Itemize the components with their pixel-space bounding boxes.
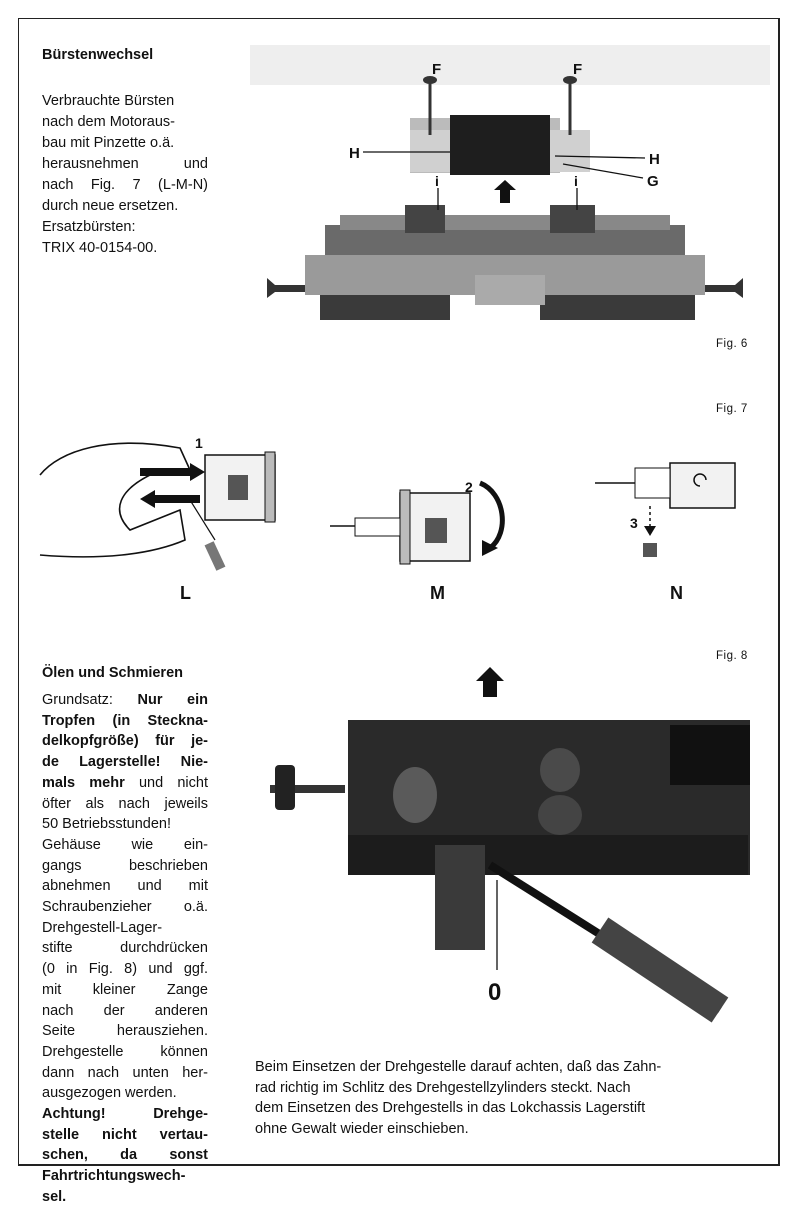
text-line: ohne Gewalt wieder einschieben.: [255, 1120, 469, 1137]
up-arrow-icon: [494, 180, 516, 203]
text-line: [42, 711, 208, 732]
text-line: Ersatzbürsten:: [42, 219, 136, 235]
text-line: TRIX 40-0154-00.: [42, 240, 158, 256]
text-line: bau mit Pinzette o.ä.: [42, 135, 175, 151]
plain-text: und nicht: [124, 774, 208, 791]
text-line: [42, 897, 208, 918]
text-line: [42, 959, 208, 980]
wheel-lower: [538, 795, 582, 835]
text-line: Beim Einsetzen der Drehgestelle darauf achten, daß das Zahn-: [255, 1059, 662, 1075]
label-i-right: i: [574, 173, 578, 189]
arrow-left-icon: [140, 490, 200, 508]
motor-end-plate: [265, 452, 275, 522]
wheel-center: [540, 748, 580, 792]
motor-outline: [670, 463, 735, 508]
text-line: [42, 1166, 208, 1187]
text-line: rad richtig im Schlitz des Drehgestellzylinders steckt. Nach: [255, 1079, 631, 1096]
plain-text: öfter als nach jeweils: [42, 795, 208, 812]
plain-text: Drehgestell-Lager-: [42, 919, 163, 936]
text-line: herausnehmen und: [42, 156, 208, 172]
fig6-illustration: [245, 40, 775, 330]
text-line: [42, 773, 208, 794]
panel-label-n: N: [670, 583, 683, 603]
plain-text: Gehäuse wie ein-: [42, 836, 208, 853]
coupler-right: [705, 278, 743, 298]
bogie-right: [540, 295, 695, 320]
plain-text: stifte durchdrücken: [42, 940, 208, 957]
lubrication-text: [42, 690, 208, 1208]
section-heading-lubrication: Ölen und Schmieren: [42, 665, 183, 681]
bold-text: mals mehr: [42, 774, 125, 791]
text-line: [42, 1125, 208, 1146]
chassis-top: [340, 215, 670, 230]
label-h-right: H: [649, 151, 660, 168]
bogie-left: [320, 295, 450, 320]
bold-text: sel.: [42, 1188, 67, 1205]
motor-socket-right: [550, 205, 595, 233]
text-line: [42, 1187, 208, 1208]
brush-holder-outline: [635, 468, 670, 498]
label-o: 0: [488, 979, 502, 1006]
motor-socket-left: [405, 205, 445, 233]
text-line: [42, 856, 208, 877]
spring-brush-icon: [205, 541, 226, 571]
text-line: nach Fig. 7 (L-M-N): [42, 177, 208, 193]
plain-text: ausgezogen werden.: [42, 1085, 177, 1102]
label-f-right: F: [573, 61, 583, 78]
plain-text: gangs beschrieben: [42, 857, 208, 874]
plain-text: mit kleiner Zange: [42, 981, 208, 998]
bold-text: stelle nicht vertau-: [42, 1126, 208, 1143]
fig7-panel-m: [330, 478, 530, 578]
screwdriver-handle: [600, 930, 720, 1010]
chassis-block: [670, 725, 750, 785]
plain-text: nach der anderen: [42, 1002, 208, 1019]
new-brush-icon: [643, 543, 657, 557]
text-line: [42, 918, 208, 939]
step-1-label: 1: [195, 435, 203, 451]
plain-text: Schraubenzieher o.ä.: [42, 899, 208, 916]
plain-text: (0 in Fig. 8) und ggf.: [42, 961, 208, 978]
text-line: [42, 1145, 208, 1166]
text-line: [42, 835, 208, 856]
text-line: [42, 1001, 208, 1022]
text-line: [42, 980, 208, 1001]
chassis-center: [475, 275, 545, 305]
fig7-caption: Fig. 7: [716, 403, 748, 415]
text-line: Verbrauchte Bürsten: [42, 93, 175, 109]
plain-text: Seite herausziehen.: [42, 1023, 208, 1040]
section-heading-brush-change: Bürstenwechsel: [42, 47, 154, 63]
coupler-left: [267, 278, 305, 298]
chassis-lower: [348, 835, 748, 875]
plain-text: Drehgestelle können: [42, 1043, 208, 1060]
text-line: nach dem Motoraus-: [42, 114, 175, 130]
plain-text: dann nach unten her-: [42, 1064, 208, 1081]
plain-text: 50 Betriebsstunden!: [42, 816, 171, 833]
bold-text: Achtung! Drehge-: [42, 1106, 208, 1123]
fig8-caption: Fig. 8: [716, 650, 748, 662]
bold-text: Fahrtrichtungswech-: [42, 1168, 186, 1185]
text-line: durch neue ersetzen.: [42, 198, 179, 214]
arrow-down-icon: [644, 526, 656, 536]
motor-brush-holder: [228, 475, 248, 500]
plain-text: Grundsatz:: [42, 692, 138, 708]
plain-text: abnehmen und mit: [42, 878, 208, 895]
panel-label-l: L: [180, 583, 191, 603]
text-line: [42, 1063, 208, 1084]
photo-noise-band: [250, 45, 770, 85]
text-line: [42, 1021, 208, 1042]
text-line: [42, 752, 208, 773]
step-2-label: 2: [465, 479, 473, 495]
text-line: [42, 1104, 208, 1125]
label-i-left: i: [435, 173, 439, 189]
bold-text: de Lagerstelle! Nie-: [42, 754, 208, 771]
bold-text: schen, da sonst: [42, 1147, 208, 1164]
panel-label-m: M: [430, 583, 445, 603]
bold-text: Nur ein: [137, 692, 208, 708]
wheel-left: [393, 767, 437, 823]
motor-brush-holder: [425, 518, 447, 543]
step-3-label: 3: [630, 515, 638, 531]
coupler-head: [275, 765, 295, 810]
label-g: G: [647, 173, 659, 190]
text-line: [42, 1042, 208, 1063]
text-line: [42, 814, 208, 835]
text-line: [42, 1083, 208, 1104]
text-line: [42, 690, 208, 711]
text-line: [42, 794, 208, 815]
fig6-caption: Fig. 6: [716, 338, 748, 350]
rotate-arrow-icon: [480, 483, 502, 548]
text-line: dem Einsetzen des Drehgestells in das Lokchassis Lagerstift: [255, 1100, 646, 1116]
insertion-note: [255, 1057, 765, 1139]
fig8-photo: [260, 665, 760, 1015]
motor-block: [450, 115, 550, 175]
bogie-pin-area: [435, 845, 485, 950]
bold-text: delkopfgröße) für je-: [42, 733, 208, 750]
fig7-panel-l: [40, 430, 290, 580]
motor-bracket-left: [410, 130, 450, 172]
brush-change-text: [42, 91, 208, 259]
label-h-left: H: [349, 145, 360, 162]
text-line: [42, 876, 208, 897]
motor-end-plate: [400, 490, 410, 564]
text-line: [42, 731, 208, 752]
label-f-left: F: [432, 61, 442, 78]
up-arrow-icon: [476, 667, 504, 697]
bold-text: Tropfen (in Steckna-: [42, 712, 208, 729]
brush-tool: [355, 518, 400, 536]
text-line: [42, 938, 208, 959]
fig7-panel-n: [595, 458, 755, 568]
arrow-left-icon: [140, 463, 205, 481]
